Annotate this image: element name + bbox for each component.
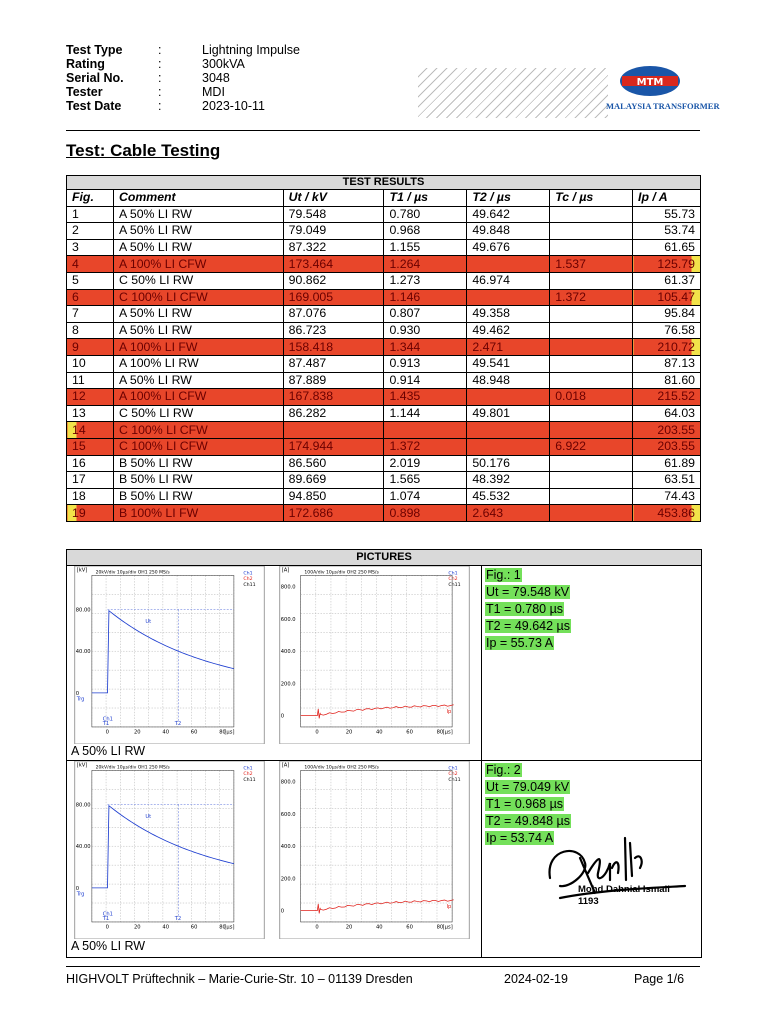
cell-tc: 1.372: [550, 289, 633, 306]
cell-t1: 1.273: [384, 272, 467, 289]
cell-comment: A 100% LI CFW: [113, 256, 283, 273]
cell-comment: A 50% LI RW: [113, 322, 283, 339]
trg-marker: Trg: [76, 696, 85, 703]
table-row: [67, 206, 701, 223]
pictures-caption: PICTURES: [67, 550, 701, 566]
channel-label: Ch1: [448, 571, 458, 577]
x-tick: 20: [345, 924, 353, 931]
current-oscillogram: [273, 566, 476, 744]
cell-comment: B 50% LI RW: [113, 472, 283, 489]
x-tick: 80: [219, 729, 226, 736]
info-row: [66, 43, 362, 57]
info-value: 300kVA: [202, 57, 245, 71]
cell-comment: A 50% LI RW: [113, 239, 283, 256]
x-tick: 0: [315, 924, 319, 931]
y-tick: 800.0: [280, 779, 296, 786]
info-colon: :: [158, 71, 162, 85]
page-title: Test: Cable Testing: [66, 141, 221, 160]
signatory: [578, 884, 670, 908]
signatory-name: Mohd Dahnial Ismail: [578, 884, 670, 895]
x-tick: 60: [190, 729, 198, 736]
info-colon: :: [158, 85, 162, 99]
table-row: [67, 239, 701, 256]
cell-ut: 169.005: [283, 289, 384, 306]
y-tick: 80.00: [75, 607, 91, 614]
logo-text: MALAYSIA TRANSFORMER: [606, 101, 720, 111]
cell-ip: 74.43: [633, 488, 701, 505]
t1-marker: T1: [102, 721, 110, 728]
col-comment: Comment: [113, 190, 283, 207]
cell-fig: 12: [67, 389, 114, 406]
cell-fig: 13: [67, 405, 114, 422]
cell-t1: 0.898: [384, 505, 467, 522]
cell-fig: 8: [67, 322, 114, 339]
cell-t2: 49.358: [467, 306, 550, 323]
cell-comment: C 100% LI CFW: [113, 289, 283, 306]
y-tick: 400.0: [280, 649, 296, 656]
cell-t2: [467, 422, 550, 439]
cell-fig: 10: [67, 355, 114, 372]
cell-tc: 6.922: [550, 438, 633, 455]
divider: [481, 566, 482, 957]
cell-tc: [550, 339, 633, 356]
info-value: Lightning Impulse: [202, 43, 300, 57]
cell-tc: [550, 239, 633, 256]
cell-comment: B 50% LI RW: [113, 488, 283, 505]
cell-t1: 0.968: [384, 223, 467, 240]
scope-unit: [A]: [281, 567, 290, 574]
cell-fig: 17: [67, 472, 114, 489]
cell-comment: C 100% LI CFW: [113, 438, 283, 455]
channel-label: Ch11: [448, 582, 461, 588]
ch1-marker: Ch1: [102, 716, 113, 723]
cell-ip: 215.52: [633, 389, 701, 406]
cell-ip: 203.55: [633, 422, 701, 439]
info-colon: :: [158, 43, 162, 57]
y-tick: 80.00: [75, 802, 91, 809]
x-tick: 80: [219, 924, 226, 931]
cell-ip: 210.72: [633, 339, 701, 356]
cell-comment: B 50% LI RW: [113, 455, 283, 472]
y-tick: 0: [75, 885, 80, 892]
cell-comment: C 50% LI RW: [113, 405, 283, 422]
y-tick: 600.0: [280, 811, 296, 818]
footer-page: Page 1/6: [634, 972, 685, 986]
cell-t2: 49.848: [467, 223, 550, 240]
cell-ip: 76.58: [633, 322, 701, 339]
cell-ut: 167.838: [283, 389, 384, 406]
x-tick: 40: [376, 729, 383, 736]
cell-ut: 87.076: [283, 306, 384, 323]
channel-label: Ch11: [243, 582, 256, 588]
scope-settings: 20kV/div 10µs/div OH1 250 MS/s: [95, 765, 170, 771]
cell-tc: [550, 505, 633, 522]
y-tick: 200.0: [280, 876, 296, 883]
x-unit: [µs]: [224, 729, 235, 736]
svg-text:MTM: MTM: [636, 77, 664, 88]
value-fig: Fig.: 2: [486, 763, 521, 777]
cell-ip: 87.13: [633, 355, 701, 372]
cell-t1: 0.807: [384, 306, 467, 323]
cell-ip: 61.89: [633, 455, 701, 472]
cell-ip: 203.55: [633, 438, 701, 455]
cell-t2: 48.392: [467, 472, 550, 489]
channel-label: Ch1: [243, 766, 253, 772]
cell-tc: [550, 206, 633, 223]
x-tick: 0: [105, 924, 109, 931]
cell-ip: 64.03: [633, 405, 701, 422]
cell-t1: 1.435: [384, 389, 467, 406]
cell-comment: C 50% LI RW: [113, 272, 283, 289]
cell-ip: 125.79: [633, 256, 701, 273]
x-tick: 20: [345, 729, 353, 736]
scope-unit: [A]: [281, 762, 290, 769]
table-header: [67, 190, 701, 207]
cell-t2: 48.948: [467, 372, 550, 389]
header-rule: [66, 130, 700, 131]
cell-t2: 49.676: [467, 239, 550, 256]
footer-company: HIGHVOLT Prüftechnik – Marie-Curie-Str. 10 – 01139 Dresden: [66, 972, 413, 986]
cell-tc: 0.018: [550, 389, 633, 406]
value-ut: Ut = 79.049 kV: [486, 780, 570, 794]
cell-t2: 50.176: [467, 455, 550, 472]
info-label: Tester: [66, 85, 103, 99]
footer-date: 2024-02-19: [504, 972, 568, 986]
y-tick: 200.0: [280, 681, 296, 688]
cell-t2: 49.541: [467, 355, 550, 372]
cell-ip: 61.65: [633, 239, 701, 256]
value-ip: Ip = 53.74 A: [486, 831, 554, 845]
info-value: MDI: [202, 85, 225, 99]
cell-fig: 11: [67, 372, 114, 389]
scope-frame: [280, 566, 469, 744]
cell-tc: 1.537: [550, 256, 633, 273]
cell-comment: A 50% LI RW: [113, 223, 283, 240]
cell-comment: C 100% LI CFW: [113, 422, 283, 439]
cell-t1: 0.914: [384, 372, 467, 389]
cell-tc: [550, 405, 633, 422]
col-t2: T2 / µs: [467, 190, 550, 207]
cell-t2: 45.532: [467, 488, 550, 505]
value-t2: T2 = 49.642 µs: [486, 619, 570, 633]
table-row: [67, 505, 701, 522]
cell-fig: 7: [67, 306, 114, 323]
cell-tc: [550, 488, 633, 505]
table-row: [67, 472, 701, 489]
cell-t2: 49.642: [467, 206, 550, 223]
cell-ip: 53.74: [633, 223, 701, 240]
cell-t1: 1.264: [384, 256, 467, 273]
cell-t2: [467, 289, 550, 306]
channel-label: Ch1: [448, 766, 458, 772]
voltage-oscillogram: [68, 761, 271, 939]
cell-tc: [550, 372, 633, 389]
trg-marker: Trg: [76, 891, 85, 898]
table-row: [67, 322, 701, 339]
x-tick: 0: [315, 729, 319, 736]
x-unit: [µs]: [442, 924, 453, 931]
cell-ut: [283, 422, 384, 439]
cell-fig: 5: [67, 272, 114, 289]
channel-label: Ch2: [448, 577, 458, 583]
cell-t2: 49.801: [467, 405, 550, 422]
cell-tc: [550, 422, 633, 439]
info-label: Test Type: [66, 43, 123, 57]
footer-rule: [66, 966, 700, 967]
cell-t1: 1.146: [384, 289, 467, 306]
ip-marker: Ip: [446, 708, 452, 715]
cell-ut: 86.560: [283, 455, 384, 472]
channel-label: Ch2: [243, 772, 253, 778]
cell-ut: 79.049: [283, 223, 384, 240]
cell-ut: 94.850: [283, 488, 384, 505]
value-t2: T2 = 49.848 µs: [486, 814, 570, 828]
y-tick: 0: [280, 713, 285, 720]
cell-fig: 19: [67, 505, 114, 522]
x-tick: 80: [436, 729, 444, 736]
table-row: [67, 289, 701, 306]
x-tick: 40: [162, 729, 170, 736]
cell-ip: 105.47: [633, 289, 701, 306]
info-colon: :: [158, 57, 162, 71]
cell-ut: 173.464: [283, 256, 384, 273]
company-logo: [418, 68, 720, 118]
col-t1: T1 / µs: [384, 190, 467, 207]
table-row: [67, 223, 701, 240]
cell-t1: [384, 422, 467, 439]
cell-ut: 86.282: [283, 405, 384, 422]
cell-ip: 453.86: [633, 505, 701, 522]
table-row: [67, 488, 701, 505]
x-unit: [µs]: [442, 729, 453, 736]
scope-unit: [kV]: [76, 567, 88, 574]
cell-fig: 6: [67, 289, 114, 306]
cell-fig: 18: [67, 488, 114, 505]
cell-ip: 81.60: [633, 372, 701, 389]
col-ip: Ip / A: [633, 190, 701, 207]
info-row: [66, 85, 362, 99]
picture-caption: A 50% LI RW: [71, 939, 146, 953]
cell-fig: 4: [67, 256, 114, 273]
x-tick: 20: [133, 924, 141, 931]
cell-t1: 0.780: [384, 206, 467, 223]
cell-t1: 0.913: [384, 355, 467, 372]
info-value: 3048: [202, 71, 230, 85]
cell-tc: [550, 472, 633, 489]
info-row: [66, 99, 362, 113]
cell-fig: 16: [67, 455, 114, 472]
cell-t2: 2.643: [467, 505, 550, 522]
ut-marker: Ut: [145, 813, 152, 820]
cell-t1: 0.930: [384, 322, 467, 339]
cell-tc: [550, 355, 633, 372]
value-t1: T1 = 0.968 µs: [486, 797, 564, 811]
table-caption: TEST RESULTS: [67, 176, 701, 190]
cell-comment: A 100% LI CFW: [113, 389, 283, 406]
x-tick: 80: [436, 924, 444, 931]
cell-ip: 55.73: [633, 206, 701, 223]
y-tick: 800.0: [280, 584, 296, 591]
cell-comment: A 50% LI RW: [113, 372, 283, 389]
table-row: [67, 422, 701, 439]
x-tick: 60: [406, 729, 413, 736]
table-row: [67, 438, 701, 455]
table-row: [67, 272, 701, 289]
info-label: Test Date: [66, 99, 122, 113]
current-oscillogram: [273, 761, 476, 939]
cell-comment: A 100% LI RW: [113, 355, 283, 372]
cell-ut: 87.322: [283, 239, 384, 256]
value-ip: Ip = 55.73 A: [486, 636, 554, 650]
results-table: [66, 175, 701, 522]
cell-ut: 90.862: [283, 272, 384, 289]
scope-settings: 20kV/div 10µs/div OH1 250 MS/s: [95, 570, 170, 576]
col-ut: Ut / kV: [283, 190, 384, 207]
x-tick: 60: [406, 924, 413, 931]
x-tick: 20: [133, 729, 141, 736]
signatory-number: 1193: [578, 896, 599, 907]
cell-ip: 95.84: [633, 306, 701, 323]
scope-unit: [kV]: [76, 762, 88, 769]
table-row: [67, 389, 701, 406]
x-tick: 0: [105, 729, 109, 736]
cell-ut: 174.944: [283, 438, 384, 455]
cell-ut: 86.723: [283, 322, 384, 339]
cell-t1: 1.155: [384, 239, 467, 256]
channel-label: Ch11: [243, 777, 256, 783]
cell-t1: 2.019: [384, 455, 467, 472]
cell-comment: A 100% LI FW: [113, 339, 283, 356]
cell-t2: 46.974: [467, 272, 550, 289]
cell-t2: [467, 389, 550, 406]
y-tick: 0: [280, 908, 285, 915]
table-row: [67, 339, 701, 356]
info-row: [66, 57, 362, 71]
cell-t2: 2.471: [467, 339, 550, 356]
table-row: [67, 372, 701, 389]
cell-t1: 1.372: [384, 438, 467, 455]
hatch-pattern: [418, 68, 608, 118]
y-tick: 0: [75, 690, 80, 697]
cell-ut: 79.548: [283, 206, 384, 223]
scope-frame: [280, 761, 469, 939]
ip-marker: Ip: [446, 903, 452, 910]
cell-comment: B 100% LI FW: [113, 505, 283, 522]
y-tick: 40.00: [75, 844, 91, 851]
figure-values: [485, 567, 571, 652]
table-row: [67, 355, 701, 372]
cell-fig: 15: [67, 438, 114, 455]
channel-label: Ch2: [243, 577, 253, 583]
t2-marker: T2: [174, 721, 182, 728]
x-tick: 40: [376, 924, 383, 931]
table-row: [67, 405, 701, 422]
cell-fig: 14: [67, 422, 114, 439]
col-fig: Fig.: [67, 190, 114, 207]
value-fig: Fig.: 1: [486, 568, 521, 582]
table-row: [67, 455, 701, 472]
cell-ut: 87.889: [283, 372, 384, 389]
cell-t2: [467, 438, 550, 455]
cell-tc: [550, 455, 633, 472]
channel-label: Ch11: [448, 777, 461, 783]
y-tick: 600.0: [280, 616, 296, 623]
voltage-oscillogram: [68, 566, 271, 744]
test-info: [66, 43, 362, 113]
info-colon: :: [158, 99, 162, 113]
info-label: Rating: [66, 57, 105, 71]
cell-fig: 9: [67, 339, 114, 356]
cell-ut: 172.686: [283, 505, 384, 522]
info-row: [66, 71, 362, 85]
cell-ut: 158.418: [283, 339, 384, 356]
t1-marker: T1: [102, 916, 110, 923]
t2-marker: T2: [174, 916, 182, 923]
value-ut: Ut = 79.548 kV: [486, 585, 570, 599]
cell-tc: [550, 306, 633, 323]
scope-settings: 100A/div 10µs/div OH2 250 MS/s: [304, 765, 379, 771]
x-unit: [µs]: [224, 924, 235, 931]
cell-fig: 2: [67, 223, 114, 240]
cell-fig: 3: [67, 239, 114, 256]
ch1-marker: Ch1: [102, 911, 113, 918]
channel-label: Ch2: [448, 772, 458, 778]
cell-comment: A 50% LI RW: [113, 206, 283, 223]
y-tick: 400.0: [280, 844, 296, 851]
col-tc: Tc / µs: [550, 190, 633, 207]
table-row: [67, 256, 701, 273]
y-tick: 40.00: [75, 649, 91, 656]
channel-label: Ch1: [243, 571, 253, 577]
cell-ut: 89.669: [283, 472, 384, 489]
cell-t1: 1.074: [384, 488, 467, 505]
cell-t1: 1.144: [384, 405, 467, 422]
cell-fig: 1: [67, 206, 114, 223]
value-t1: T1 = 0.780 µs: [486, 602, 564, 616]
cell-tc: [550, 223, 633, 240]
cell-t1: 1.344: [384, 339, 467, 356]
ut-marker: Ut: [145, 618, 152, 625]
cell-tc: [550, 322, 633, 339]
picture-caption: A 50% LI RW: [71, 744, 146, 758]
cell-t2: 49.462: [467, 322, 550, 339]
info-value: 2023-10-11: [202, 99, 266, 113]
cell-comment: A 50% LI RW: [113, 306, 283, 323]
x-tick: 40: [162, 924, 170, 931]
cell-tc: [550, 272, 633, 289]
cell-ip: 63.51: [633, 472, 701, 489]
info-label: Serial No.: [66, 71, 124, 85]
cell-t1: 1.565: [384, 472, 467, 489]
table-row: [67, 306, 701, 323]
scope-settings: 100A/div 10µs/div OH2 250 MS/s: [304, 570, 379, 576]
cell-t2: [467, 256, 550, 273]
cell-ip: 61.37: [633, 272, 701, 289]
x-tick: 60: [190, 924, 198, 931]
cell-ut: 87.487: [283, 355, 384, 372]
